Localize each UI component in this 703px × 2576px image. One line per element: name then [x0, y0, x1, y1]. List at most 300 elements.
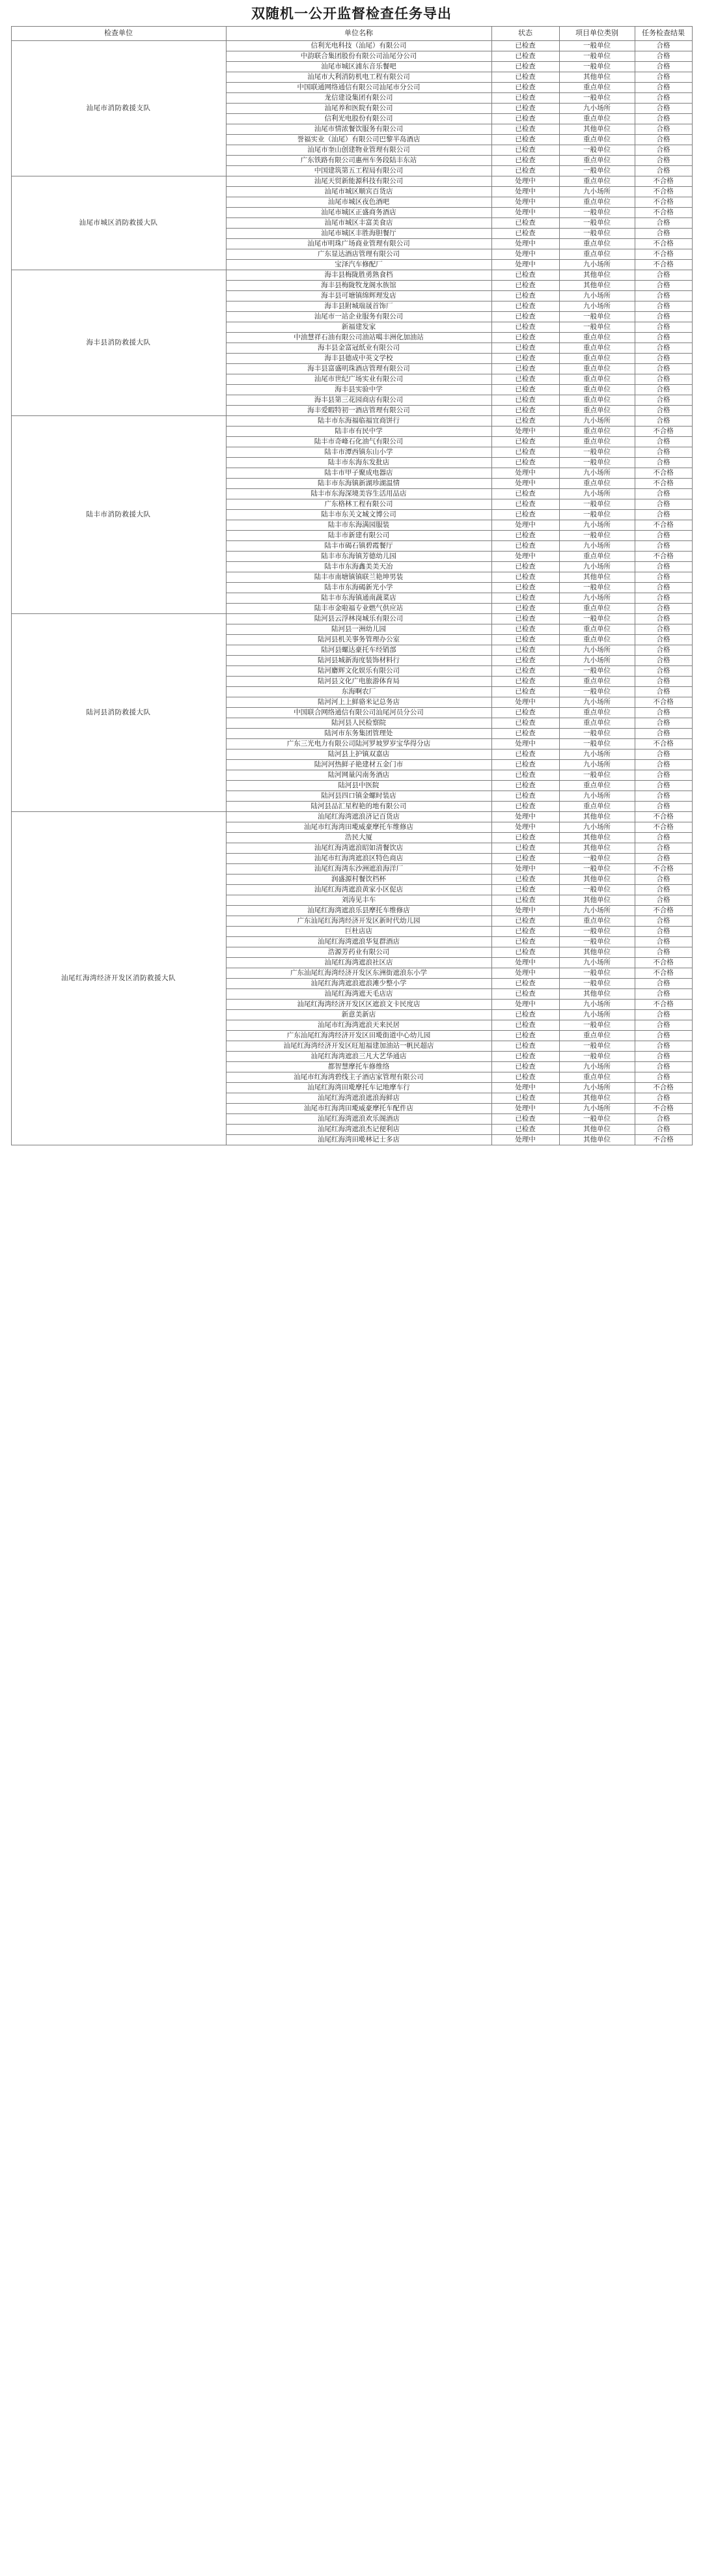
unit-type-cell: 其他单位 [559, 572, 635, 583]
status-cell: 已检查 [491, 166, 559, 176]
unit-type-cell: 重点单位 [559, 156, 635, 166]
unit-type-cell: 重点单位 [559, 427, 635, 437]
unit-type-cell: 一般单位 [559, 145, 635, 156]
unit-name-cell: 汕尾红海湾田墘林记士多店 [226, 1135, 491, 1145]
unit-name-cell: 宝泽汽车修配厂 [226, 260, 491, 270]
column-header-unit: 检查单位 [11, 27, 226, 41]
unit-name-cell: 陆河县城新海度装饰材料行 [226, 656, 491, 666]
table-row [11, 270, 692, 281]
table-body [11, 41, 692, 1145]
status-cell: 已检查 [491, 916, 559, 927]
table-header [11, 27, 692, 41]
unit-name-cell: 广东显达酒店管理有限公司 [226, 249, 491, 260]
status-cell: 已检查 [491, 1041, 559, 1052]
unit-name-cell: 陆河县品汇星程艳的地有限公司 [226, 802, 491, 812]
status-cell: 已检查 [491, 145, 559, 156]
unit-type-cell: 一般单位 [559, 312, 635, 322]
status-cell: 已检查 [491, 1072, 559, 1083]
unit-type-cell: 一般单位 [559, 770, 635, 781]
check-result-cell: 合格 [635, 104, 692, 114]
unit-name-cell: 汕尾市城区丰胜海胆餐厅 [226, 229, 491, 239]
check-result-cell: 合格 [635, 395, 692, 406]
check-result-cell: 不合格 [635, 520, 692, 531]
check-result-cell: 不合格 [635, 552, 692, 562]
status-cell: 已检查 [491, 770, 559, 781]
check-result-cell: 不合格 [635, 479, 692, 489]
unit-name-cell: 汕尾红海湾遮浪乐县摩托车维修店 [226, 906, 491, 916]
unit-type-cell: 九小场所 [559, 104, 635, 114]
status-cell: 已检查 [491, 395, 559, 406]
unit-type-cell: 重点单位 [559, 333, 635, 343]
table-row [11, 416, 692, 427]
unit-type-cell: 其他单位 [559, 812, 635, 822]
unit-name-cell: 汕尾红海湾遮浪济记百货店 [226, 812, 491, 822]
check-result-cell: 合格 [635, 1093, 692, 1104]
check-result-cell: 合格 [635, 1062, 692, 1072]
unit-name-cell: 汕尾市红海湾碧线主子酒店家管理有限公司 [226, 1072, 491, 1083]
unit-type-cell: 一般单位 [559, 51, 635, 62]
unit-type-cell: 一般单位 [559, 208, 635, 218]
check-result-cell: 不合格 [635, 468, 692, 479]
unit-name-cell: 汕尾市明珠广场商业管理有限公司 [226, 239, 491, 249]
unit-name-cell: 陆丰市东海鑫美美天冶 [226, 562, 491, 572]
status-cell: 已检查 [491, 124, 559, 135]
unit-type-cell: 九小场所 [559, 1083, 635, 1093]
check-result-cell: 合格 [635, 666, 692, 677]
check-result-cell: 合格 [635, 1031, 692, 1041]
unit-type-cell: 九小场所 [559, 541, 635, 552]
unit-type-cell: 重点单位 [559, 176, 635, 187]
unit-name-cell: 汕尾市红海湾遮浪区特色商店 [226, 854, 491, 864]
check-result-cell: 合格 [635, 854, 692, 864]
status-cell: 已检查 [491, 562, 559, 572]
unit-type-cell: 其他单位 [559, 1125, 635, 1135]
status-cell: 已检查 [491, 281, 559, 291]
unit-type-cell: 九小场所 [559, 1062, 635, 1072]
unit-name-cell: 海丰县富盛明珠酒店管理有限公司 [226, 364, 491, 374]
check-result-cell: 不合格 [635, 812, 692, 822]
check-result-cell: 合格 [635, 291, 692, 301]
unit-type-cell: 九小场所 [559, 416, 635, 427]
unit-name-cell: 东海啊农厂 [226, 687, 491, 697]
unit-name-cell: 陆河县文化广电旅游体育局 [226, 677, 491, 687]
unit-type-cell: 九小场所 [559, 958, 635, 968]
unit-name-cell: 陆丰市潭西镇东山小学 [226, 447, 491, 458]
status-cell: 处理中 [491, 864, 559, 875]
check-result-cell: 合格 [635, 781, 692, 791]
unit-name-cell: 信利光电科技（汕尾）有限公司 [226, 41, 491, 51]
check-result-cell: 不合格 [635, 1083, 692, 1093]
unit-type-cell: 九小场所 [559, 301, 635, 312]
inspection-unit-cell: 陆丰市消防救援大队 [11, 416, 226, 614]
unit-name-cell: 陆河市东务集团管理处 [226, 729, 491, 739]
status-cell: 已检查 [491, 729, 559, 739]
unit-type-cell: 九小场所 [559, 697, 635, 708]
unit-type-cell: 重点单位 [559, 406, 635, 416]
unit-name-cell: 广东汕尾红海湾经济开发区东洲街遮浪东小学 [226, 968, 491, 979]
unit-type-cell: 九小场所 [559, 906, 635, 916]
unit-type-cell: 一般单位 [559, 666, 635, 677]
unit-type-cell: 一般单位 [559, 937, 635, 947]
status-cell: 已检查 [491, 687, 559, 697]
column-header-name: 单位名称 [226, 27, 491, 41]
unit-name-cell: 陆河县机关事务管理办公室 [226, 635, 491, 645]
unit-name-cell: 陆丰市金啦福专业燃气供应站 [226, 604, 491, 614]
status-cell: 已检查 [491, 83, 559, 93]
unit-type-cell: 九小场所 [559, 791, 635, 802]
unit-name-cell: 汕尾红海湾经济开发区区遮浪文卡民度店 [226, 1000, 491, 1010]
unit-type-cell: 九小场所 [559, 468, 635, 479]
status-cell: 已检查 [491, 62, 559, 72]
check-result-cell: 合格 [635, 374, 692, 385]
check-result-cell: 合格 [635, 333, 692, 343]
check-result-cell: 合格 [635, 458, 692, 468]
unit-type-cell: 九小场所 [559, 645, 635, 656]
check-result-cell: 合格 [635, 583, 692, 593]
check-result-cell: 不合格 [635, 739, 692, 749]
unit-name-cell: 刘涛见丰车 [226, 895, 491, 906]
check-result-cell: 合格 [635, 83, 692, 93]
status-cell: 处理中 [491, 1083, 559, 1093]
status-cell: 已检查 [491, 406, 559, 416]
unit-type-cell: 重点单位 [559, 677, 635, 687]
unit-type-cell: 重点单位 [559, 635, 635, 645]
status-cell: 处理中 [491, 468, 559, 479]
status-cell: 已检查 [491, 833, 559, 843]
status-cell: 已检查 [491, 624, 559, 635]
unit-name-cell: 陆丰市东海镇通南蔬菜店 [226, 593, 491, 604]
unit-name-cell: 龙信建设集团有限公司 [226, 93, 491, 104]
status-cell: 已检查 [491, 635, 559, 645]
status-cell: 已检查 [491, 791, 559, 802]
status-cell: 处理中 [491, 697, 559, 708]
unit-name-cell: 陆河网量闪南务酒店 [226, 770, 491, 781]
document-page [0, 0, 703, 1145]
status-cell: 已检查 [491, 593, 559, 604]
unit-type-cell: 一般单位 [559, 41, 635, 51]
check-result-cell: 合格 [635, 947, 692, 958]
status-cell: 已检查 [491, 93, 559, 104]
unit-name-cell: 陆河河上上鲜骆米记总务店 [226, 697, 491, 708]
status-cell: 已检查 [491, 989, 559, 1000]
unit-type-cell: 重点单位 [559, 718, 635, 729]
unit-type-cell: 一般单位 [559, 1041, 635, 1052]
unit-type-cell: 一般单位 [559, 968, 635, 979]
unit-type-cell: 九小场所 [559, 291, 635, 301]
unit-type-cell: 一般单位 [559, 62, 635, 72]
unit-name-cell: 海丰县实验中学 [226, 385, 491, 395]
unit-type-cell: 一般单位 [559, 229, 635, 239]
unit-type-cell: 一般单位 [559, 1114, 635, 1125]
unit-name-cell: 汕尾红海湾遮浪黄家小区促店 [226, 885, 491, 895]
status-cell: 处理中 [491, 552, 559, 562]
unit-type-cell: 一般单位 [559, 531, 635, 541]
unit-name-cell: 汕尾市红海湾田墘威豪摩托车维修店 [226, 822, 491, 833]
unit-name-cell: 汕尾红海湾遮浪昭如清餐饮店 [226, 843, 491, 854]
status-cell: 已检查 [491, 156, 559, 166]
status-cell: 已检查 [491, 927, 559, 937]
unit-type-cell: 重点单位 [559, 916, 635, 927]
unit-name-cell: 陆丰市东关文城文博公司 [226, 510, 491, 520]
check-result-cell: 不合格 [635, 187, 692, 197]
unit-name-cell: 中油慧祥石油有限公司油站噶丰洲化加油站 [226, 333, 491, 343]
unit-type-cell: 重点单位 [559, 1031, 635, 1041]
check-result-cell: 合格 [635, 791, 692, 802]
status-cell: 已检查 [491, 760, 559, 770]
check-result-cell: 合格 [635, 343, 692, 354]
unit-name-cell: 海丰县梅陇胜勇熟食档 [226, 270, 491, 281]
unit-name-cell: 汕尾红海湾经济开发区旺旭福建加油站一帆民超店 [226, 1041, 491, 1052]
inspection-unit-cell: 汕尾市城区消防救援大队 [11, 176, 226, 270]
check-result-cell: 合格 [635, 385, 692, 395]
unit-type-cell: 一般单位 [559, 322, 635, 333]
unit-name-cell: 海丰县梅陇牧龙阁水族馆 [226, 281, 491, 291]
check-result-cell: 合格 [635, 531, 692, 541]
check-result-cell: 合格 [635, 510, 692, 520]
unit-name-cell: 陆丰市奇峰石化油气有限公司 [226, 437, 491, 447]
check-result-cell: 不合格 [635, 427, 692, 437]
unit-name-cell: 汕尾市城区顺宾百货店 [226, 187, 491, 197]
unit-type-cell: 重点单位 [559, 479, 635, 489]
check-result-cell: 合格 [635, 916, 692, 927]
unit-type-cell: 一般单位 [559, 93, 635, 104]
unit-name-cell: 汕尾养和医院有限公司 [226, 104, 491, 114]
status-cell: 已检查 [491, 875, 559, 885]
unit-name-cell: 汕尾红海湾遮浪华复群酒店 [226, 937, 491, 947]
unit-name-cell: 汕尾市世纪广场实业有限公司 [226, 374, 491, 385]
inspection-unit-cell: 汕尾红海湾经济开发区消防救援大队 [11, 812, 226, 1145]
unit-name-cell: 汕尾市城区正盛商务酒店 [226, 208, 491, 218]
status-cell: 处理中 [491, 249, 559, 260]
check-result-cell: 合格 [635, 145, 692, 156]
status-cell: 已检查 [491, 781, 559, 791]
status-cell: 已检查 [491, 291, 559, 301]
unit-type-cell: 一般单位 [559, 739, 635, 749]
unit-name-cell: 海丰县可塘镇绵辉理发店 [226, 291, 491, 301]
unit-name-cell: 陆丰市南塘镇镇联兰艳坤男装 [226, 572, 491, 583]
status-cell: 已检查 [491, 510, 559, 520]
unit-type-cell: 九小场所 [559, 520, 635, 531]
unit-name-cell: 汕尾市大利消防机电工程有限公司 [226, 72, 491, 83]
check-result-cell: 合格 [635, 593, 692, 604]
check-result-cell: 合格 [635, 301, 692, 312]
check-result-cell: 合格 [635, 687, 692, 697]
check-result-cell: 合格 [635, 166, 692, 176]
unit-name-cell: 汕尾市红海湾田墘威豪摩托车配件店 [226, 1104, 491, 1114]
check-result-cell: 合格 [635, 562, 692, 572]
unit-type-cell: 一般单位 [559, 687, 635, 697]
status-cell: 已检查 [491, 937, 559, 947]
unit-type-cell: 重点单位 [559, 624, 635, 635]
status-cell: 处理中 [491, 739, 559, 749]
unit-type-cell: 其他单位 [559, 989, 635, 1000]
check-result-cell: 合格 [635, 416, 692, 427]
status-cell: 已检查 [491, 1010, 559, 1020]
status-cell: 已检查 [491, 41, 559, 51]
status-cell: 已检查 [491, 854, 559, 864]
check-result-cell: 不合格 [635, 239, 692, 249]
check-result-cell: 合格 [635, 624, 692, 635]
unit-name-cell: 陆丰市东海深境美容生活用品店 [226, 489, 491, 499]
unit-name-cell: 陆丰市东海镇芳德幼儿园 [226, 552, 491, 562]
check-result-cell: 合格 [635, 770, 692, 781]
unit-type-cell: 重点单位 [559, 135, 635, 145]
unit-type-cell: 九小场所 [559, 656, 635, 666]
unit-type-cell: 其他单位 [559, 833, 635, 843]
unit-name-cell: 汕尾市红海湾遮浪天来民居 [226, 1020, 491, 1031]
unit-type-cell: 重点单位 [559, 374, 635, 385]
status-cell: 处理中 [491, 208, 559, 218]
check-result-cell: 合格 [635, 541, 692, 552]
unit-type-cell: 重点单位 [559, 437, 635, 447]
unit-type-cell: 重点单位 [559, 385, 635, 395]
status-cell: 已检查 [491, 51, 559, 62]
status-cell: 已检查 [491, 531, 559, 541]
unit-name-cell: 汕尾红海湾田墘摩托车记地摩车行 [226, 1083, 491, 1093]
status-cell: 处理中 [491, 906, 559, 916]
unit-name-cell: 都智慧摩托车修维络 [226, 1062, 491, 1072]
check-result-cell: 合格 [635, 322, 692, 333]
status-cell: 处理中 [491, 812, 559, 822]
unit-name-cell: 广东铁路有限公司惠州车务段陆丰东站 [226, 156, 491, 166]
unit-name-cell: 陆丰市新建有限公司 [226, 531, 491, 541]
unit-name-cell: 陆河县一洲幼儿园 [226, 624, 491, 635]
column-header-status: 状态 [491, 27, 559, 41]
check-result-cell: 合格 [635, 635, 692, 645]
status-cell: 已检查 [491, 447, 559, 458]
check-result-cell: 合格 [635, 270, 692, 281]
unit-name-cell: 广东格林工程有限公司 [226, 499, 491, 510]
status-cell: 已检查 [491, 437, 559, 447]
unit-type-cell: 重点单位 [559, 354, 635, 364]
status-cell: 处理中 [491, 187, 559, 197]
unit-name-cell: 海丰县德成中英文学校 [226, 354, 491, 364]
check-result-cell: 合格 [635, 1010, 692, 1020]
check-result-cell: 合格 [635, 843, 692, 854]
status-cell: 已检查 [491, 1093, 559, 1104]
unit-name-cell: 新意美新店 [226, 1010, 491, 1020]
status-cell: 已检查 [491, 499, 559, 510]
check-result-cell: 合格 [635, 281, 692, 291]
unit-type-cell: 重点单位 [559, 343, 635, 354]
unit-type-cell: 一般单位 [559, 458, 635, 468]
unit-type-cell: 其他单位 [559, 281, 635, 291]
unit-type-cell: 一般单位 [559, 447, 635, 458]
status-cell: 已检查 [491, 604, 559, 614]
unit-name-cell: 汕尾红海湾遮浪遮浪海鲜店 [226, 1093, 491, 1104]
status-cell: 已检查 [491, 301, 559, 312]
check-result-cell: 合格 [635, 760, 692, 770]
unit-type-cell: 九小场所 [559, 822, 635, 833]
check-result-cell: 不合格 [635, 208, 692, 218]
unit-name-cell: 汕尾红海湾东沙洲遮浪海洋厂 [226, 864, 491, 875]
check-result-cell: 不合格 [635, 197, 692, 208]
unit-name-cell: 巨杜店店 [226, 927, 491, 937]
table-row [11, 614, 692, 624]
status-cell: 处理中 [491, 479, 559, 489]
status-cell: 已检查 [491, 270, 559, 281]
unit-type-cell: 其他单位 [559, 124, 635, 135]
unit-name-cell: 海丰县金富冠纸业有限公司 [226, 343, 491, 354]
unit-type-cell: 一般单位 [559, 979, 635, 989]
check-result-cell: 合格 [635, 937, 692, 947]
check-result-cell: 合格 [635, 833, 692, 843]
table-row [11, 41, 692, 51]
status-cell: 已检查 [491, 416, 559, 427]
status-cell: 已检查 [491, 645, 559, 656]
unit-name-cell: 汕尾天贸新能源科技有限公司 [226, 176, 491, 187]
check-result-cell: 合格 [635, 1020, 692, 1031]
check-result-cell: 合格 [635, 708, 692, 718]
unit-type-cell: 重点单位 [559, 239, 635, 249]
unit-name-cell: 广东三光电力有限公司陆河罗坡罗岁宝华得分店 [226, 739, 491, 749]
check-result-cell: 合格 [635, 114, 692, 124]
column-header-result: 任务检查结果 [635, 27, 692, 41]
unit-type-cell: 重点单位 [559, 395, 635, 406]
check-result-cell: 不合格 [635, 968, 692, 979]
unit-type-cell: 一般单位 [559, 885, 635, 895]
unit-type-cell: 九小场所 [559, 593, 635, 604]
unit-name-cell: 陆丰市有民中学 [226, 427, 491, 437]
unit-name-cell: 汕尾市城区丰富美食店 [226, 218, 491, 229]
status-cell: 已检查 [491, 1052, 559, 1062]
check-result-cell: 不合格 [635, 1000, 692, 1010]
unit-type-cell: 九小场所 [559, 1000, 635, 1010]
check-result-cell: 合格 [635, 1125, 692, 1135]
check-result-cell: 不合格 [635, 864, 692, 875]
check-result-cell: 合格 [635, 927, 692, 937]
unit-name-cell: 陆河县上护镇双嘉店 [226, 749, 491, 760]
status-cell: 已检查 [491, 614, 559, 624]
unit-name-cell: 海丰县第三花园商店有限公司 [226, 395, 491, 406]
check-result-cell: 不合格 [635, 958, 692, 968]
unit-type-cell: 一般单位 [559, 864, 635, 875]
unit-type-cell: 重点单位 [559, 781, 635, 791]
unit-type-cell: 重点单位 [559, 364, 635, 374]
check-result-cell: 合格 [635, 614, 692, 624]
unit-type-cell: 其他单位 [559, 1135, 635, 1145]
check-result-cell: 不合格 [635, 260, 692, 270]
status-cell: 已检查 [491, 1062, 559, 1072]
check-result-cell: 不合格 [635, 1104, 692, 1114]
check-result-cell: 合格 [635, 989, 692, 1000]
status-cell: 已检查 [491, 947, 559, 958]
unit-type-cell: 其他单位 [559, 1093, 635, 1104]
unit-name-cell: 陆河县螺达豪托车经销部 [226, 645, 491, 656]
status-cell: 已检查 [491, 343, 559, 354]
unit-name-cell: 海丰爱暇特初一酒店管理有限公司 [226, 406, 491, 416]
unit-type-cell: 其他单位 [559, 270, 635, 281]
unit-type-cell: 九小场所 [559, 187, 635, 197]
status-cell: 处理中 [491, 239, 559, 249]
check-result-cell: 合格 [635, 489, 692, 499]
unit-type-cell: 重点单位 [559, 802, 635, 812]
status-cell: 处理中 [491, 1135, 559, 1145]
status-cell: 已检查 [491, 583, 559, 593]
unit-name-cell: 汕尾市城区夜色酒吧 [226, 197, 491, 208]
check-result-cell: 合格 [635, 645, 692, 656]
status-cell: 处理中 [491, 958, 559, 968]
status-cell: 处理中 [491, 968, 559, 979]
status-cell: 已检查 [491, 1125, 559, 1135]
check-result-cell: 合格 [635, 604, 692, 614]
check-result-cell: 合格 [635, 364, 692, 374]
unit-type-cell: 重点单位 [559, 114, 635, 124]
check-result-cell: 合格 [635, 51, 692, 62]
status-cell: 已检查 [491, 104, 559, 114]
unit-name-cell: 陆丰市东海满园服装 [226, 520, 491, 531]
status-cell: 处理中 [491, 1000, 559, 1010]
